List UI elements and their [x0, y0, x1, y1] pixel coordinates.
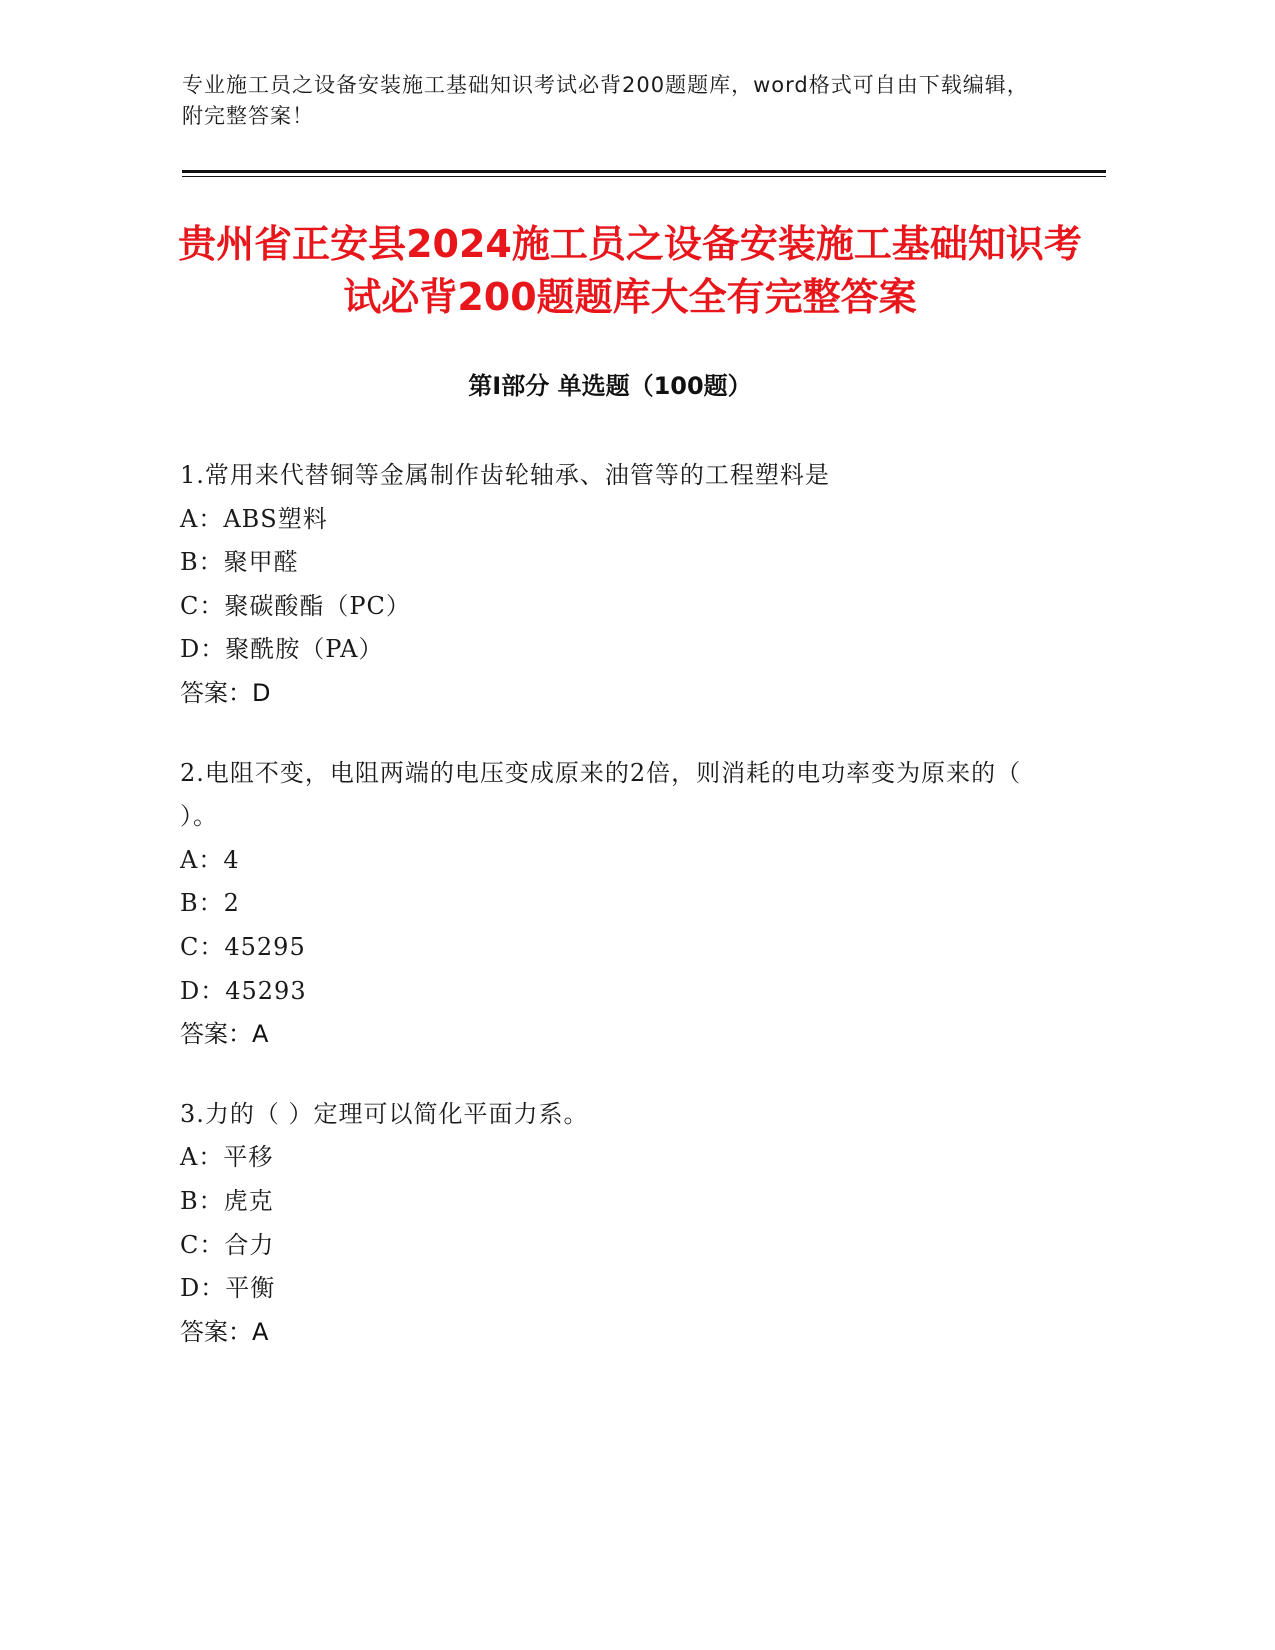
option-c: C：聚碳酸酯（PC） — [180, 591, 411, 620]
question-text: 1.常用来代替铜等金属制作齿轮轴承、油管等的工程塑料是 — [180, 461, 830, 489]
option-c: C：合力 — [180, 1230, 275, 1259]
answer: 答案：A — [180, 1020, 269, 1049]
answer: 答案：A — [180, 1317, 269, 1346]
option-d: D：45293 — [180, 976, 307, 1005]
header-note: 专业施工员之设备安装施工基础知识考试必背200题题库，word格式可自由下载编辑，附完整答案！ — [182, 73, 1029, 128]
section-heading: 第Ⅰ部分 单选题（100题） — [468, 372, 752, 400]
option-b: B：聚甲醛 — [180, 548, 299, 577]
header-rule-thick — [182, 170, 1106, 173]
option-d: D：聚酰胺（PA） — [180, 635, 384, 664]
document-title: 贵州省正安县2024施工员之设备安装施工基础知识考试必背200题题库大全有完整答案 — [178, 222, 1082, 319]
question-text: 2.电阻不变，电阻两端的电压变成原来的2倍，则消耗的电功率变为原来的（ ）。 — [180, 758, 1022, 831]
question-2 — [180, 752, 1040, 1057]
option-c: C：45295 — [180, 932, 306, 961]
option-b: B：2 — [180, 889, 240, 918]
option-d: D：平衡 — [180, 1274, 276, 1303]
question-text: 3.力的（ ）定理可以简化平面力系。 — [180, 1099, 589, 1128]
answer: 答案：D — [180, 678, 271, 707]
question-1 — [180, 454, 1040, 716]
option-a: A：ABS塑料 — [180, 504, 328, 533]
option-b: B：虎克 — [180, 1186, 274, 1215]
header-rule-thin — [182, 176, 1106, 177]
question-list — [180, 454, 1040, 1390]
option-a: A：平移 — [180, 1143, 274, 1172]
question-3 — [180, 1093, 1040, 1355]
option-a: A：4 — [180, 845, 240, 874]
